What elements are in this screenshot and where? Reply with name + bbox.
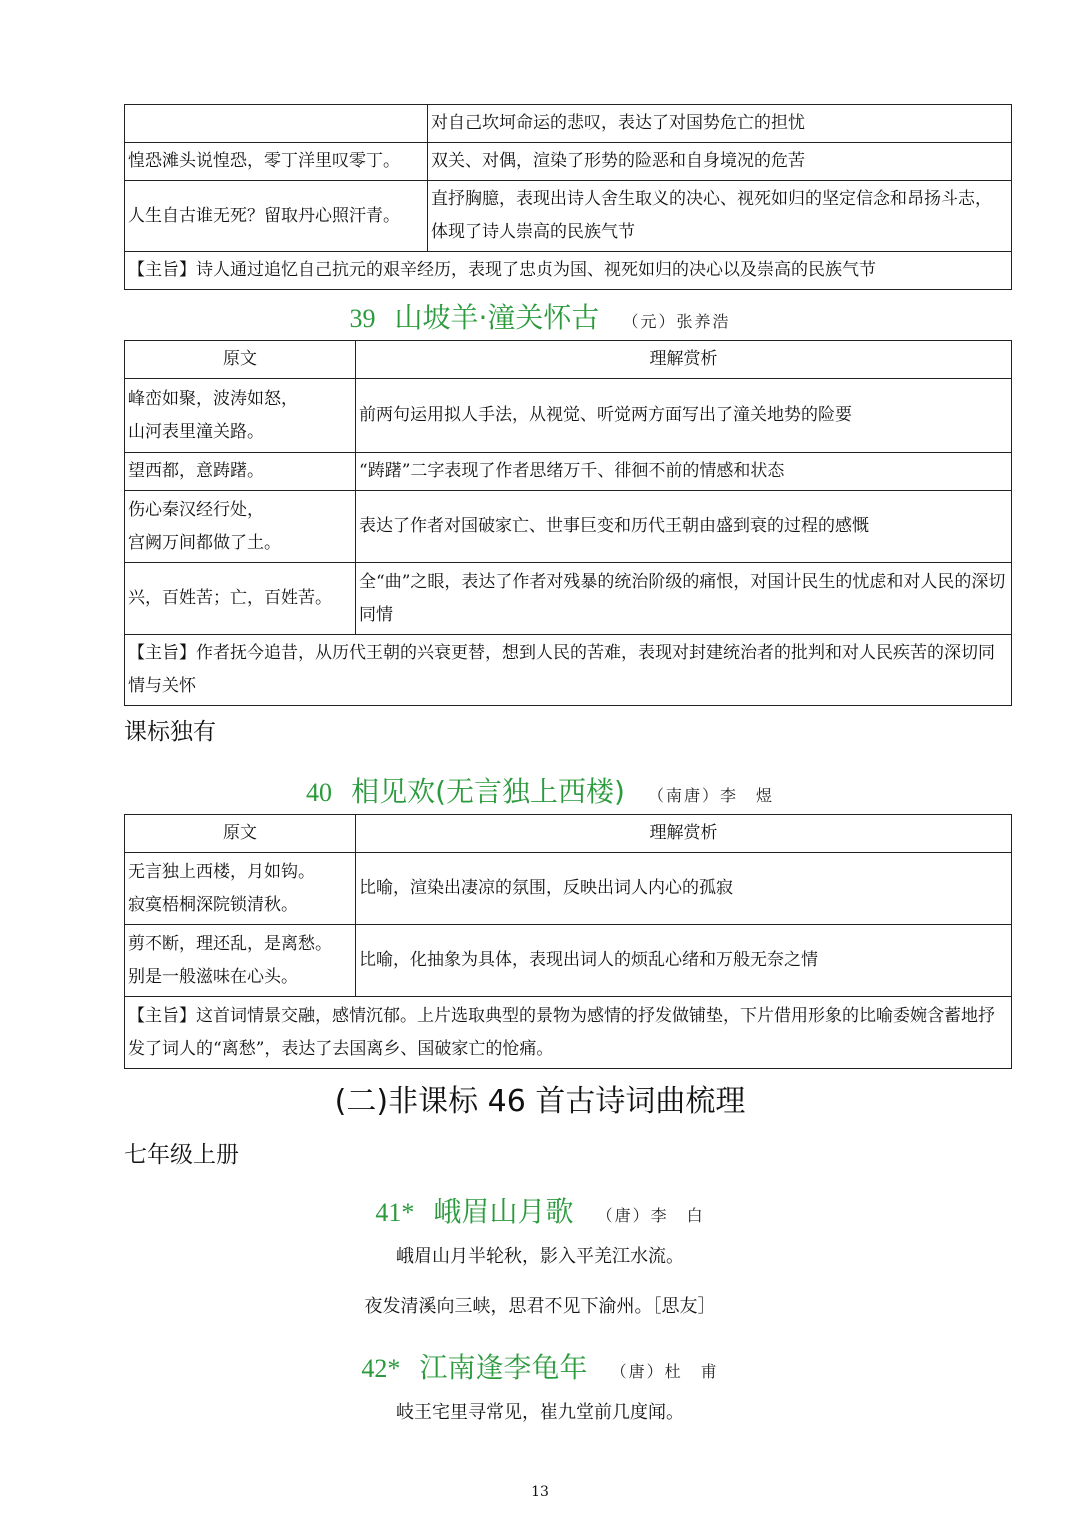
original-line: 无言独上西楼，月如钩。 [128, 861, 315, 882]
summary-cell: 【主旨】作者抚今追昔，从历代王朝的兴衰更替，想到人民的苦难，表现对封建统治者的批判和对人民疾苦的深切同情与关怀 [125, 635, 1012, 706]
poem-number: 40 [305, 778, 332, 807]
table-row [125, 453, 1012, 491]
table-row [125, 181, 1012, 252]
poem-line: 峨眉山月半轮秋，影入平羌江水流。 [396, 1246, 684, 1267]
original-line: 剪不断，理还乱，是离愁。 [128, 933, 332, 954]
cell-analysis: 直抒胸臆，表现出诗人舍生取义的决心、视死如归的坚定信念和昂扬斗志，体现了诗人崇高的民族气节 [428, 181, 1012, 252]
original-line: 宫阙万间都做了土。 [128, 532, 281, 553]
poem-name: 山坡羊·潼关怀古 [394, 301, 600, 334]
cell-analysis: 前两句运用拟人手法，从视觉、听觉两方面写出了潼关地势的险要 [356, 379, 1012, 453]
poem-author: （元）张养浩 [622, 312, 731, 331]
cell-analysis: “踌躇”二字表现了作者思绪万千、徘徊不前的情感和状态 [356, 453, 1012, 491]
cell-original: 兴，百姓苦；亡，百姓苦。 [125, 563, 356, 635]
table-poem-40 [124, 814, 1012, 1069]
cell-original [125, 379, 356, 453]
poem-title-42 [0, 1346, 1080, 1386]
poem-line: 夜发清溪向三峡，思君不见下渝州。［思友］ [364, 1296, 716, 1317]
poem-name: 相见欢(无言独上西楼) [351, 775, 625, 808]
table-row [125, 252, 1012, 290]
poem-title-40 [0, 770, 1080, 810]
original-line: 别是一般滋味在心头。 [128, 966, 298, 987]
poem-name: 江南逢李龟年 [419, 1351, 588, 1384]
table-row [125, 143, 1012, 181]
header-analysis: 理解赏析 [356, 341, 1012, 379]
cell-original: 人生自古谁无死？留取丹心照汗青。 [125, 181, 428, 252]
table-row [125, 379, 1012, 453]
poem-number: 42* [361, 1354, 401, 1383]
table-row [125, 853, 1012, 925]
cell-analysis: 对自己坎坷命运的悲叹，表达了对国势危亡的担忧 [428, 105, 1012, 143]
header-original: 原文 [125, 341, 356, 379]
poem-author: （唐）杜 甫 [610, 1362, 719, 1381]
poem-title-41 [0, 1190, 1080, 1230]
cell-original [125, 491, 356, 563]
part-two-heading: (二)非课标 46 首古诗词曲梳理 [334, 1084, 746, 1119]
subheading-curriculum: 课标独有 [124, 719, 216, 745]
cell-original: 望西都，意踌躇。 [125, 453, 356, 491]
summary-cell: 【主旨】诗人通过追忆自己抗元的艰辛经历，表现了忠贞为国、视死如归的决心以及崇高的民族气节 [125, 252, 1012, 290]
table-row [125, 491, 1012, 563]
cell-original [125, 105, 428, 143]
table-header-row [125, 815, 1012, 853]
original-line: 山河表里潼关路。 [128, 421, 264, 442]
original-line: 峰峦如聚，波涛如怒， [128, 388, 298, 409]
cell-analysis: 比喻，化抽象为具体，表现出词人的烦乱心绪和万般无奈之情 [356, 925, 1012, 997]
cell-original [125, 925, 356, 997]
table-row [125, 563, 1012, 635]
header-analysis: 理解赏析 [356, 815, 1012, 853]
poem-name: 峨眉山月歌 [433, 1195, 574, 1228]
cell-original [125, 853, 356, 925]
table-prev-poem [124, 104, 1012, 290]
poem-title-39 [0, 296, 1080, 336]
summary-cell: 【主旨】这首词情景交融，感情沉郁。上片选取典型的景物为感情的抒发做铺垫，下片借用形象的比喻委婉含蓄地抒发了词人的“离愁”，表达了去国离乡、国破家亡的怆痛。 [125, 997, 1012, 1069]
table-row [125, 105, 1012, 143]
table-poem-39 [124, 340, 1012, 706]
original-line: 伤心秦汉经行处， [128, 499, 264, 520]
poem-line: 岐王宅里寻常见，崔九堂前几度闻。 [396, 1402, 684, 1423]
cell-analysis: 双关、对偶，渲染了形势的险恶和自身境况的危苦 [428, 143, 1012, 181]
cell-analysis: 全“曲”之眼，表达了作者对残暴的统治阶级的痛恨，对国计民生的忧虑和对人民的深切同情 [356, 563, 1012, 635]
cell-analysis: 比喻，渲染出凄凉的氛围，反映出词人内心的孤寂 [356, 853, 1012, 925]
table-row [125, 997, 1012, 1069]
table-header-row [125, 341, 1012, 379]
table-row [125, 925, 1012, 997]
cell-original: 惶恐滩头说惶恐，零丁洋里叹零丁。 [125, 143, 428, 181]
header-original: 原文 [125, 815, 356, 853]
poem-number: 41* [375, 1198, 415, 1227]
original-line: 寂寞梧桐深院锁清秋。 [128, 894, 298, 915]
poem-author: （南唐）李 煜 [648, 786, 775, 805]
table-row [125, 635, 1012, 706]
cell-analysis: 表达了作者对国破家亡、世事巨变和历代王朝由盛到衰的过程的感慨 [356, 491, 1012, 563]
poem-number: 39 [349, 304, 376, 333]
poem-author: （唐）李 白 [596, 1206, 705, 1225]
subheading-grade: 七年级上册 [124, 1142, 239, 1168]
page-number: 13 [531, 1484, 549, 1500]
